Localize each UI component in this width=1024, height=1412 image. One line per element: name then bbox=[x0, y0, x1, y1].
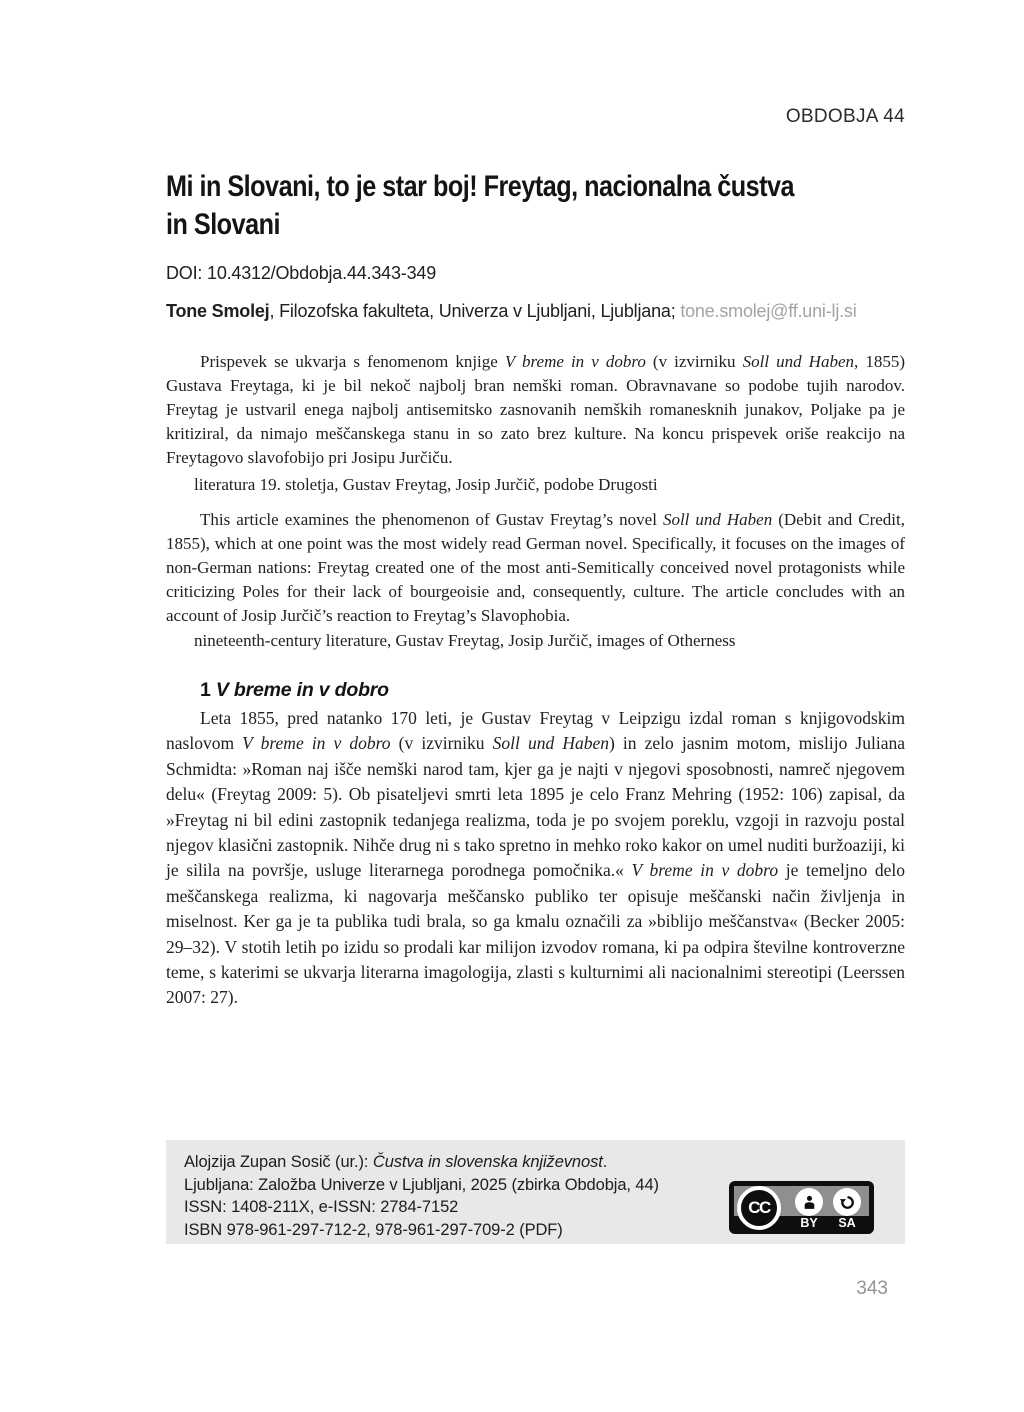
citation-line-isbn: ISBN 978-961-297-712-2, 978-961-297-709-2 (PDF) bbox=[184, 1220, 563, 1239]
cc-by-label: BY bbox=[800, 1216, 818, 1230]
author-line[interactable]: Tone Smolej, Filozofska fakulteta, Univerza v Ljubljani, Ljubljana; tone.smolej@ff.uni-lj.si bbox=[166, 301, 857, 321]
section-1-paragraph: Leta 1855, pred natanko 170 leti, je Gustav Freytag v Leipzigu izdal roman s knjigovodskim naslovom V breme in v dobro (v izvirniku Soll und Haben) in zelo jasnim motom, mislijo Juliana Schmidta: »Roman naj išče nemški narod tam, kjer ga je najti v njegovi sposobnosti, namreč njegovem delu« (Freytag 2009: 5). Ob pisateljevi smrti leta 1895 je celo Franz Mehring (1952: 106) zapisal, da »Freytag ni bil edini zastopnik tedanjega realizma, toda je po svojem poreklu, vzgoji in razvoju postal njegov klasični zastopnik. Nihče drug ni s tako spretno in mehko roko kakor on umel nuditi buržoaziji, ki je silila na površje, usluge literarnega porodnega pomočnika.« V breme in v dobro je temeljno delo meščanskega realizma, ki nagovarja meščansko publiko ter opisuje meščanski način življenja in miselnost. Ker ga je ta publika tudi brala, so ga kmalu označili za »biblijo meščanstva« (Becker 2005: 29–32). V stotih letih po izidu so prodali kar milijon izvodov romana, ki pa odpira številne kontroverzne teme, s katerimi se ukvarja literarna imagologija, zlasti s kulturnimi ali nacionalnimi stereotipi (Leerssen 2007: 27). bbox=[166, 708, 906, 1008]
cc-attribution-person-icon bbox=[795, 1188, 823, 1216]
section-1-heading: 1 V breme in v dobro bbox=[200, 679, 389, 701]
cc-logo-icon bbox=[737, 1186, 781, 1230]
cc-share-alike-arrow-icon bbox=[833, 1188, 861, 1216]
citation-line-publisher: Ljubljana: Založba Univerze v Ljubljani, 2025 (zbirka Obdobja, 44) bbox=[184, 1175, 659, 1194]
article-title bbox=[166, 168, 926, 244]
page-number: 343 bbox=[856, 1278, 888, 1299]
cc-by-sa-license-badge[interactable] bbox=[729, 1181, 874, 1234]
doi: DOI: 10.4312/Obdobja.44.343-349 bbox=[166, 263, 437, 283]
citation-line-editor: Alojzija Zupan Sosič (ur.): Čustva in slovenska književnost. bbox=[184, 1153, 608, 1171]
cc-sa-label: SA bbox=[838, 1216, 856, 1230]
journal-header: OBDOBJA 44 bbox=[785, 106, 905, 127]
keywords-english: nineteenth-century literature, Gustav Freytag, Josip Jurčič, images of Otherness bbox=[194, 631, 736, 650]
cc-logo-label: CC bbox=[748, 1198, 770, 1217]
citation-text bbox=[184, 1151, 724, 1241]
article-title-line-1: Mi in Slovani, to je star boj! Freytag, nacionalna čustva bbox=[166, 170, 795, 203]
abstract-slovenian: Prispevek se ukvarja s fenomenom knjige V breme in v dobro (v izvirniku Soll und Haben, 1855) Gustava Freytaga, ki je bil nekoč najbolj bran nemški roman. Obravnavane so podobe tujih narodov. Freytag je ustvaril enega najbolj antisemitsko zasnovanih nemških romanesknih junakov, Poljake pa je kritiziral, da nimajo meščanskega stanu in so zato brez kulture. Na koncu prispevek oriše reakcijo na Freytagovo slavofobijo pri Josipu Jurčiču. bbox=[166, 352, 905, 467]
citation-line-issn: ISSN: 1408-211X, e-ISSN: 2784-7152 bbox=[184, 1198, 459, 1216]
citation-footer-box bbox=[166, 1140, 905, 1244]
abstract-english: This article examines the phenomenon of Gustav Freytag’s novel Soll und Haben (Debit and Credit, 1855), which at one point was the most widely read German novel. Specifically, it focuses on the images of non-German nations: Freytag created one of the most anti-Semitically conceived novel protagonists while criticizing Poles for their lack of bourgeoisie and, consequently, culture. The article concludes with an account of Josip Jurčič’s reaction to Freytag’s Slavophobia. bbox=[166, 510, 905, 625]
keywords-slovenian: literatura 19. stoletja, Gustav Freytag, Josip Jurčič, podobe Drugosti bbox=[194, 475, 658, 494]
article-title-line-2: in Slovani bbox=[166, 208, 280, 241]
